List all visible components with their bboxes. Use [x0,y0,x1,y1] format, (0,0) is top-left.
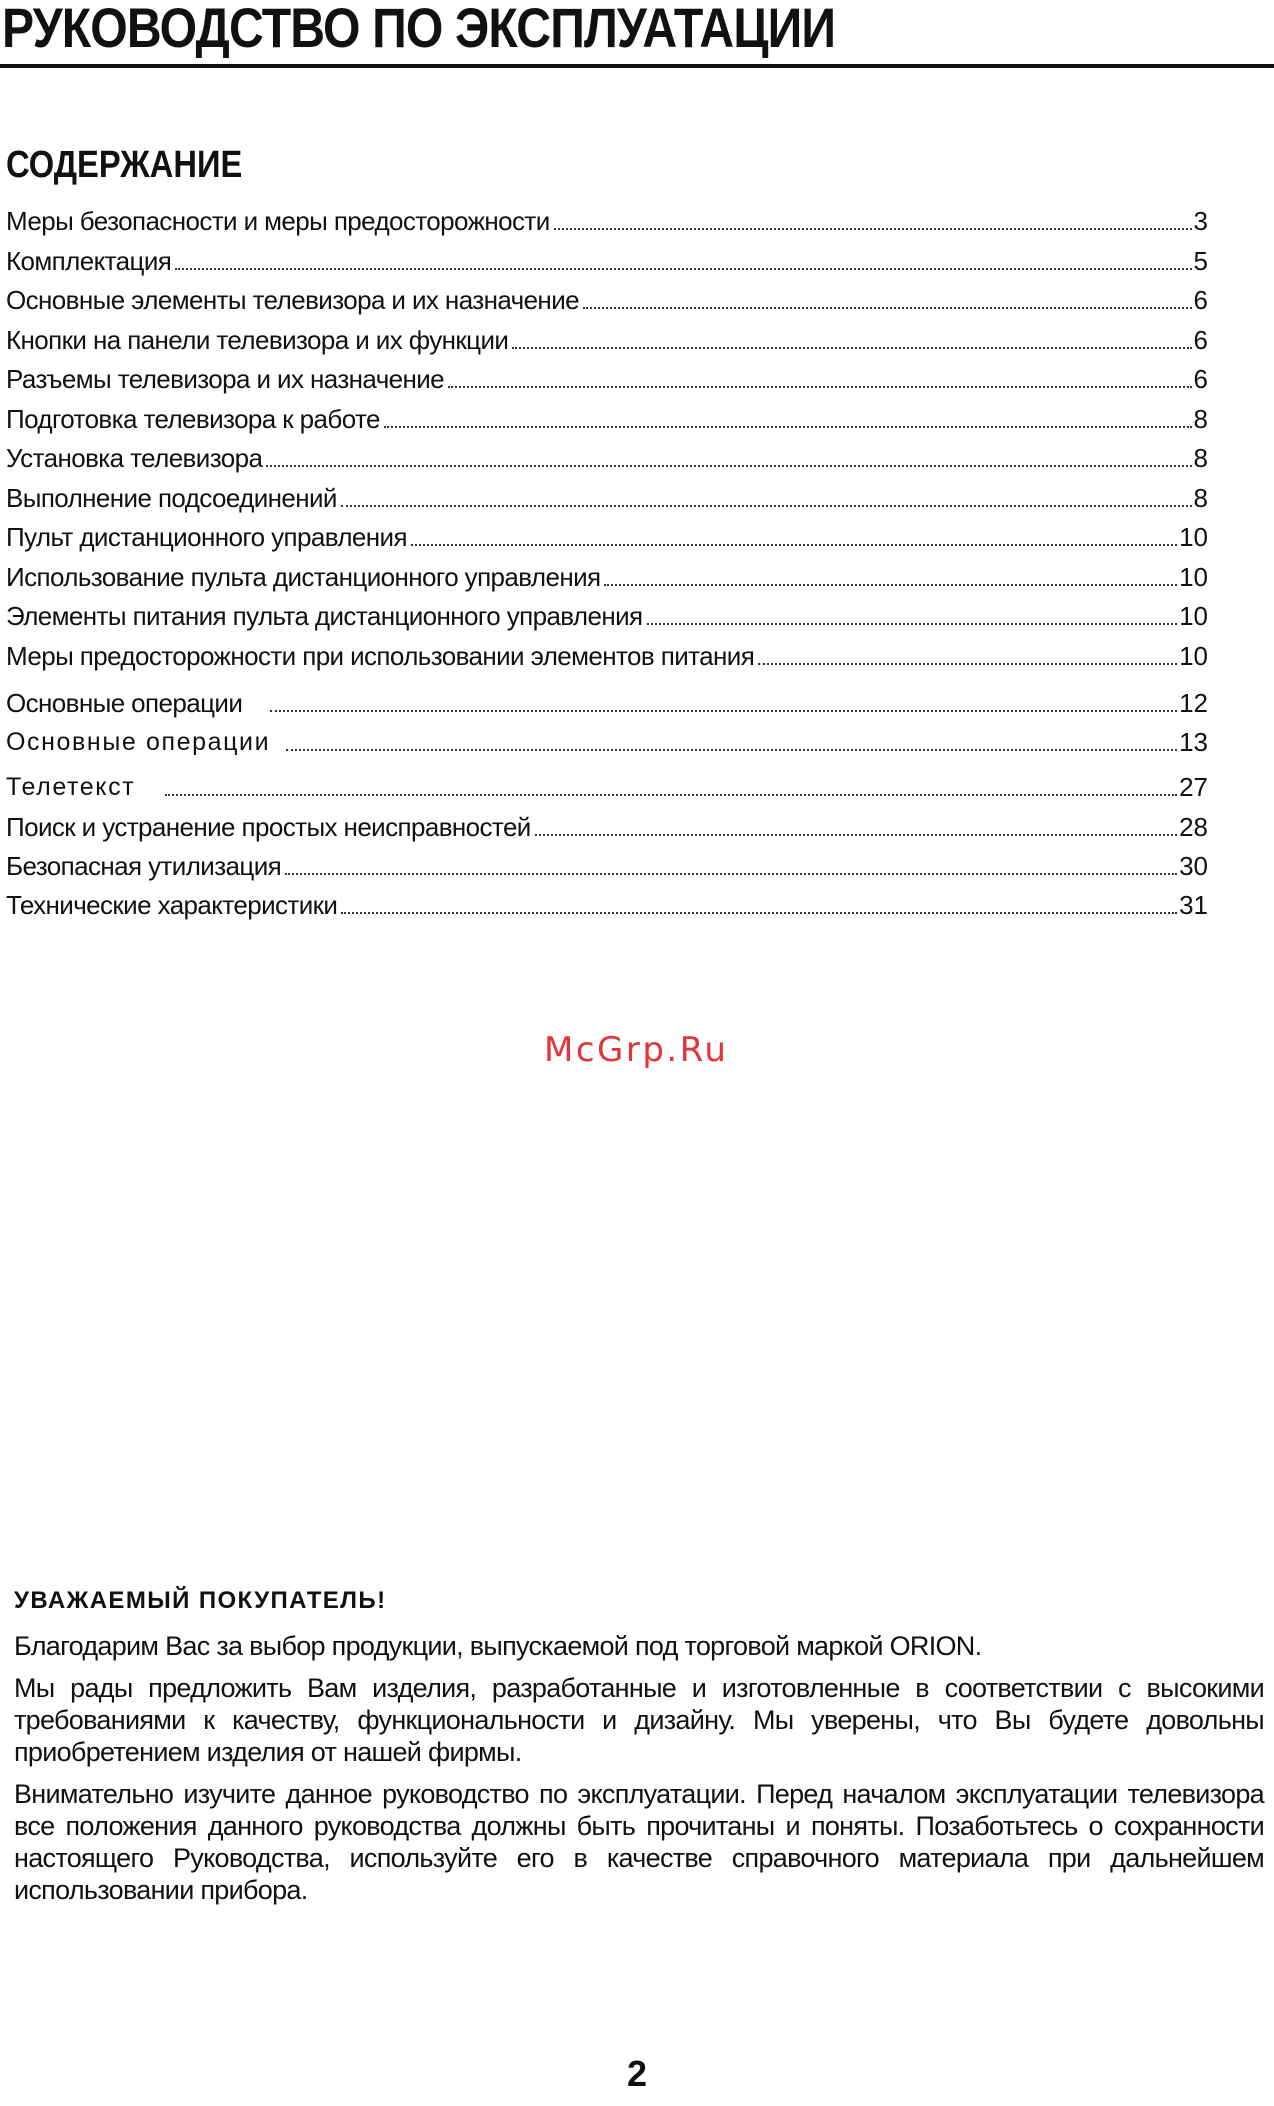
toc-entry-label: Меры безопасности и меры предосторожности [6,206,550,236]
toc-leader-dots [411,544,1177,546]
toc-leader-dots [512,347,1191,349]
toc-leader-dots [286,749,1177,751]
toc-leader-dots [758,663,1177,665]
toc-entry-page: 28 [1179,812,1208,842]
toc-entry-page: 13 [1179,727,1208,757]
toc-heading: СОДЕРЖАНИЕ [6,144,243,186]
toc-entry-label: Основные операции [6,728,271,756]
toc-entry[interactable] [6,884,1208,920]
toc-entry-page: 8 [1193,483,1208,513]
toc-entry-label: Разъемы телевизора и их назначение [6,364,445,394]
toc-entry-page: 8 [1193,443,1208,473]
toc-entry-page: 6 [1193,285,1208,315]
toc-leader-dots [604,584,1177,586]
toc-leader-dots [448,386,1191,388]
toc-entry-page: 10 [1179,601,1208,631]
toc-entry-page: 31 [1179,890,1208,920]
toc-entry[interactable] [6,477,1208,513]
toc-leader-dots [554,228,1192,230]
toc-entry-page: 30 [1179,851,1208,881]
toc-entry[interactable] [6,556,1208,592]
toc-entry[interactable] [6,319,1208,355]
toc-entry-page: 8 [1193,404,1208,434]
toc-entry-label: Основные операции [6,688,243,718]
toc-entry[interactable] [6,279,1208,315]
toc-entry-page: 5 [1193,246,1208,276]
toc-entry-label: Безопасная утилизация [6,851,282,881]
toc-leader-dots [647,623,1178,625]
toc-entry[interactable] [6,682,1208,718]
toc-entry-page: 3 [1193,206,1208,236]
toc-entry-label: Выполнение подсоединений [6,483,337,513]
toc-entry[interactable] [6,845,1208,881]
toc-entry[interactable] [6,516,1208,552]
toc-entry[interactable] [6,766,1208,802]
toc-entry-label: Кнопки на панели телевизора и их функции [6,325,509,355]
toc-entry[interactable] [6,595,1208,631]
toc-entry-label: Технические характеристики [6,890,338,920]
toc-leader-dots [535,834,1177,836]
greeting-paragraph: Благодарим Вас за выбор продукции, выпускаемой под торговой маркой ORION. [14,1631,982,1661]
toc-entry-page: 10 [1179,562,1208,592]
toc-entry-page: 27 [1179,772,1208,802]
toc-entry-label: Меры предосторожности при использовании элементов питания [6,641,755,671]
toc-entry[interactable] [6,806,1208,842]
greeting-heading: УВАЖАЕМЫЙ ПОКУПАТЕЛЬ! [14,1587,387,1614]
toc-entry-label: Использование пульта дистанционного управления [6,562,601,592]
greeting-paragraph: Мы рады предложить Вам изделия, разработанные и изготовленные в соответствии с высокими требованиями к качеству, функциональности и дизайну. Мы уверены, что Вы будете довольны приобретением изделия от нашей фирмы. [14,1673,1264,1767]
toc-entry[interactable] [6,721,1208,757]
toc-leader-dots [285,873,1177,875]
toc-entry-page: 6 [1193,364,1208,394]
toc-entry-label: Подготовка телевизора к работе [6,404,380,434]
customer-greeting [14,1586,1264,1916]
toc-leader-dots [266,465,1191,467]
toc-leader-dots [341,912,1177,914]
toc-entry[interactable] [6,240,1208,276]
toc-leader-dots [583,307,1192,309]
page-number: 2 [626,2053,648,2094]
toc-entry-label: Комплектация [6,246,172,276]
toc-entry-label: Основные элементы телевизора и их назначение [6,285,579,315]
toc-entry[interactable] [6,635,1208,671]
table-of-contents [0,0,1274,940]
toc-entry-page: 10 [1179,641,1208,671]
toc-entry[interactable] [6,200,1208,236]
toc-entry[interactable] [6,398,1208,434]
toc-leader-dots [384,426,1192,428]
toc-leader-dots [175,268,1191,270]
toc-leader-dots [165,794,1177,796]
toc-leader-dots [341,505,1192,507]
toc-entry[interactable] [6,358,1208,394]
toc-entry-label: Телетекст [6,773,136,801]
toc-entry-page: 6 [1193,325,1208,355]
watermark-link[interactable]: McGrp.Ru [544,1030,729,1070]
toc-entry[interactable] [6,437,1208,473]
greeting-paragraph: Внимательно изучите данное руководство по эксплуатации. Перед началом эксплуатации телевизора все положения данного руководства должны быть прочитаны и поняты. Позаботьтесь о сохранности настоящего Руководства, используйте его в качестве справочного материала при дальнейшем использовании прибора. [14,1779,1264,1905]
toc-entry-label: Поиск и устранение простых неисправностей [6,812,531,842]
toc-entry-label: Установка телевизора [6,443,263,473]
toc-entry-label: Пульт дистанционного управления [6,522,407,552]
toc-entry-page: 12 [1179,688,1208,718]
toc-entry-label: Элементы питания пульта дистанционного управления [6,601,643,631]
toc-leader-dots [270,710,1177,712]
toc-entry-page: 10 [1179,522,1208,552]
manual-title: РУКОВОДСТВО ПО ЭКСПЛУАТАЦИИ [2,0,836,59]
